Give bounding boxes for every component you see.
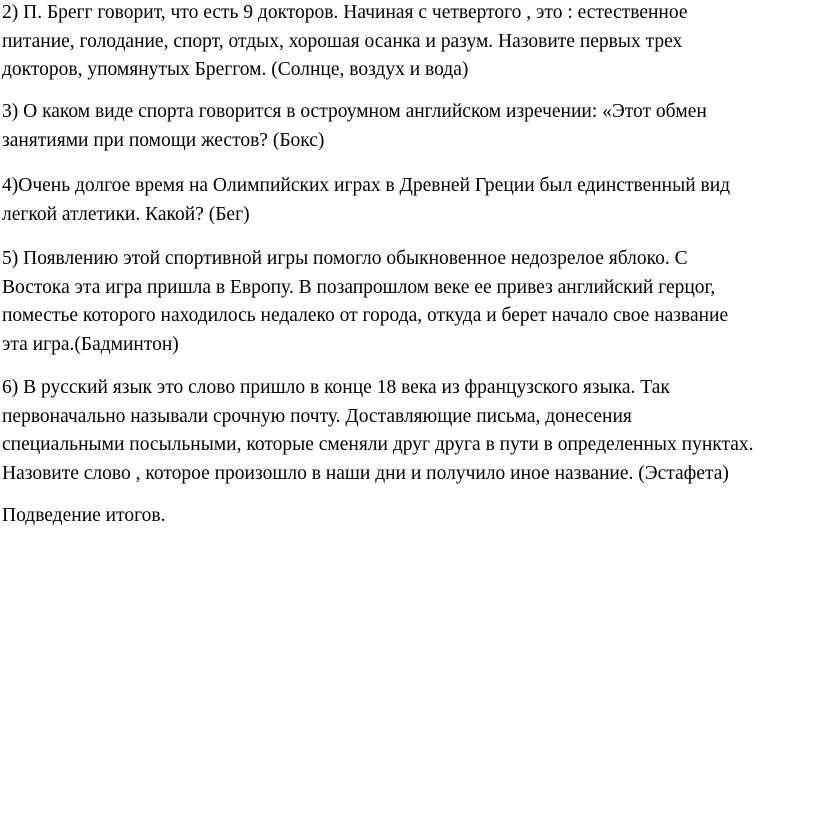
question-5-line-2: Востока эта игра пришла в Европу. В позапрошлом веке ее привез английский герцог,: [2, 276, 716, 298]
question-4-line-2: легкой атлетики. Какой? (Бег): [2, 203, 250, 225]
question-4-paragraph: [2, 173, 730, 230]
question-6-line-4: Назовите слово , которое произошло в наши дни и получило иное название. (Эстафета): [2, 462, 729, 484]
question-3-line-1: 3) О каком виде спорта говорится в остроумном английском изречении: «Этот обмен: [2, 101, 707, 122]
question-5-line-3: поместье которого находилось недалеко от города, откуда и берет начало свое название: [2, 305, 729, 326]
question-2-paragraph: [2, 0, 688, 86]
question-6-line-2: первоначально называли срочную почту. Доставляющие письма, донесения: [2, 405, 632, 427]
question-2-line-1: 2) П. Брегг говорит, что есть 9 докторов. Начиная с четвертого , это : естественное: [2, 2, 688, 23]
question-4-line-1: 4)Очень долгое время на Олимпийских играх в Древней Греции был единственный вид: [2, 175, 731, 196]
question-6-line-3: специальными посыльными, которые сменяли друг друга в пути в определенных пунктах.: [2, 434, 754, 455]
question-5-line-4: эта игра.(Бадминтон): [2, 333, 179, 355]
question-6-line-1: 6) В русский язык это слово пришло в конце 18 века из французского языка. Так: [2, 377, 670, 398]
question-3-paragraph: [2, 99, 707, 156]
question-3-line-2: занятиями при помощи жестов? (Бокс): [2, 129, 325, 151]
question-6-paragraph: [2, 375, 754, 489]
question-5-line-1: 5) Появлению этой спортивной игры помогло обыкновенное недозрелое яблоко. С: [2, 248, 688, 269]
summary-paragraph: [2, 503, 165, 532]
summary-line: Подведение итогов.: [2, 505, 166, 526]
question-2-line-3: докторов, упомянутых Бреггом. (Солнце, воздух и вода): [2, 59, 469, 80]
question-2-line-2: питание, голодание, спорт, отдых, хорошая осанка и разум. Назовите первых трех: [2, 30, 683, 52]
question-5-paragraph: [2, 246, 728, 360]
